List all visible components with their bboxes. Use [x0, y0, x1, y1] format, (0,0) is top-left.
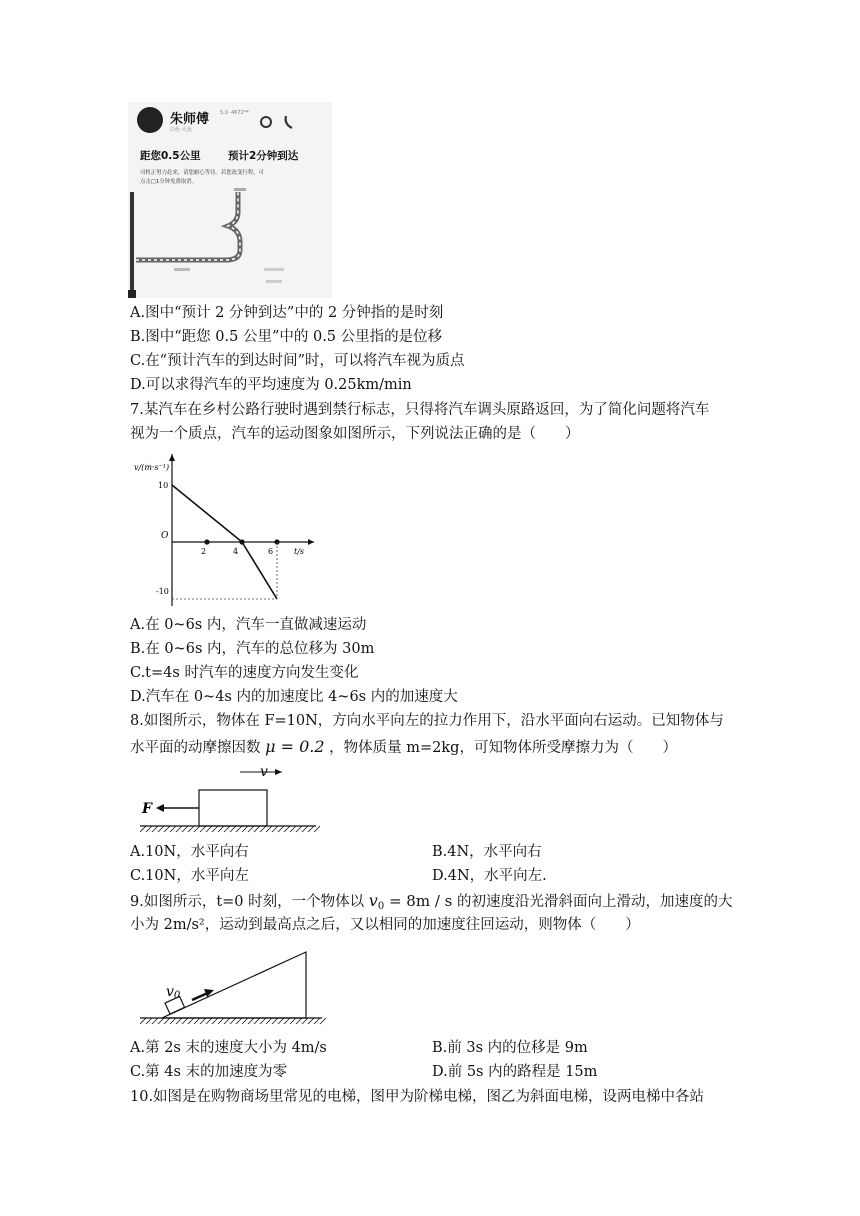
- q6-option-a: A.图中“预计 2 分钟到达”中的 2 分钟指的是时刻: [130, 305, 444, 321]
- incline-figure: [140, 944, 330, 1034]
- hatch-mark-17: [242, 1018, 248, 1024]
- hatch-mark-24: [284, 826, 290, 832]
- hatch-mark-5: [170, 1018, 176, 1024]
- hatch-mark-18: [248, 1018, 254, 1024]
- hatch-mark-18: [248, 826, 254, 832]
- hatch-mark-5: [170, 826, 176, 832]
- x-axis-label: t/s: [294, 547, 305, 556]
- incline-figure-svg: [140, 944, 330, 1034]
- hatch-mark-20: [260, 1018, 266, 1024]
- map-label-1: [174, 268, 190, 271]
- hatch-mark-1: [146, 826, 152, 832]
- q8-stem-line-2: [130, 737, 677, 758]
- hatch-mark-12: [212, 1018, 218, 1024]
- notice-line-1: 司机正努力赶来，请您耐心等待。若您改变行程，可: [140, 170, 264, 176]
- vt-graph: [128, 450, 318, 610]
- hatch-mark-14: [224, 1018, 230, 1024]
- hatch-mark-27: [302, 826, 308, 832]
- hatch-mark-17: [242, 826, 248, 832]
- hatch-mark-28: [308, 826, 314, 832]
- hatch-mark-23: [278, 826, 284, 832]
- hatch-mark-14: [224, 826, 230, 832]
- hatch-mark-24: [284, 1018, 290, 1024]
- q7-option-c: C.t=4s 时汽车的速度方向发生变化: [130, 665, 359, 681]
- hatch-mark-15: [230, 1018, 236, 1024]
- hatch-mark-2: [152, 826, 158, 832]
- hatch-mark-21: [266, 1018, 272, 1024]
- hatch-mark-19: [254, 826, 260, 832]
- hatch-mark-7: [182, 1018, 188, 1024]
- hatch-mark-20: [260, 826, 266, 832]
- q6-option-d: D.可以求得汽车的平均速度为 0.25km/min: [130, 377, 412, 393]
- q7-option-d: D.汽车在 0~4s 内的加速度比 4~6s 内的加速度大: [130, 689, 458, 705]
- hatch-mark-22: [272, 1018, 278, 1024]
- hatch-mark-19: [254, 1018, 260, 1024]
- q7-option-a: A.在 0~6s 内，汽车一直做减速运动: [130, 617, 367, 633]
- hatch-mark-6: [176, 826, 182, 832]
- v0-label-main: v: [166, 984, 174, 1000]
- block-figure-svg: [140, 760, 320, 840]
- y-tick-10: 10: [158, 481, 169, 490]
- q9-stem-part-b: 的初速度沿光滑斜面向上滑动，加速度的大: [456, 894, 733, 910]
- hatch-mark-29: [314, 1018, 320, 1024]
- velocity-label: v: [260, 764, 268, 780]
- hatch-mark-1: [146, 1018, 152, 1024]
- x-tick-dot-4: [239, 539, 244, 544]
- hatch-mark-10: [200, 826, 206, 832]
- x-tick-4: 4: [233, 547, 239, 556]
- y-axis-label: v/(m·s⁻¹): [134, 463, 170, 472]
- vt-segment-0: [172, 485, 242, 542]
- hatch-mark-26: [296, 1018, 302, 1024]
- map-label-2: [264, 268, 284, 271]
- driver-name: 朱师傅: [170, 112, 210, 127]
- force-label: F: [142, 801, 152, 817]
- map-label-3: [266, 280, 282, 283]
- hatch-mark-4: [164, 826, 170, 832]
- hatch-mark-4: [164, 1018, 170, 1024]
- hatch-mark-3: [158, 1018, 164, 1024]
- q9-stem-part-a: 9.如图所示，t=0 时刻，一个物体以: [130, 894, 365, 910]
- q8-option-a: A.10N，水平向右: [130, 844, 249, 860]
- hatch-mark-0: [140, 1018, 146, 1024]
- notice-line-2: 点击□1分钟免费取消。: [140, 179, 198, 185]
- v0-label: [166, 984, 181, 1001]
- hatch-mark-0: [140, 826, 146, 832]
- q8-stem-part-a: 水平面的动摩擦因数: [130, 740, 261, 756]
- v0-symbol: v: [368, 891, 378, 910]
- hatch-mark-15: [230, 826, 236, 832]
- hatch-mark-30: [320, 1018, 326, 1024]
- route-path: [136, 192, 240, 260]
- phone-icon: [286, 116, 292, 128]
- hatch-mark-16: [236, 1018, 242, 1024]
- y-tick-neg10: -10: [156, 587, 169, 596]
- vt-graph-svg: [128, 450, 318, 610]
- driver-avatar: [137, 107, 163, 133]
- q7-stem-line-1: 7.某汽车在乡村公路行驶时遇到禁行标志，只得将汽车调头原路返回，为了简化问题将汽车: [130, 402, 710, 418]
- v0-label-sub: 0: [173, 990, 181, 1001]
- message-icon: [261, 117, 271, 127]
- q6-option-b: B.图中“距您 0.5 公里”中的 0.5 公里指的是位移: [130, 329, 443, 345]
- x-axis-arrow: [308, 539, 314, 545]
- x-tick-6: 6: [268, 547, 274, 556]
- hatch-mark-27: [302, 1018, 308, 1024]
- start-marker: [128, 290, 136, 298]
- q8-stem-line-1: 8.如图所示，物体在 F=10N，方向水平向左的拉力作用下，沿水平面向右运动。已知物体与: [130, 713, 724, 729]
- hatch-mark-3: [158, 826, 164, 832]
- ground-hatch: [140, 826, 320, 832]
- hatch-mark-12: [212, 826, 218, 832]
- x-tick-dot-2: [204, 539, 209, 544]
- q6-option-c: C.在“预计汽车的到达时间”时，可以将汽车视为质点: [130, 353, 465, 369]
- q9-stem-line-2: 小为 2m/s²，运动到最高点之后，又以相同的加速度往回运动，则物体（ ）: [130, 917, 640, 933]
- origin-label: O: [161, 531, 169, 541]
- hatch-mark-8: [188, 826, 194, 832]
- q8-option-b: B.4N，水平向右: [432, 844, 542, 860]
- hatch-mark-11: [206, 1018, 212, 1024]
- hatch-mark-28: [308, 1018, 314, 1024]
- q9-option-d: D.前 5s 内的路程是 15m: [432, 1064, 598, 1080]
- ride-hailing-screenshot: [128, 102, 332, 298]
- hatch-mark-29: [314, 826, 320, 832]
- q7-stem-line-2: 视为一个质点，汽车的运动图象如图所示，下列说法正确的是（ ）: [130, 426, 580, 442]
- hatch-mark-7: [182, 826, 188, 832]
- hatch-mark-11: [206, 826, 212, 832]
- hatch-mark-23: [278, 1018, 284, 1024]
- hatch-mark-8: [188, 1018, 194, 1024]
- q9-option-b: B.前 3s 内的位移是 9m: [432, 1040, 588, 1056]
- incline-ground-hatch: [140, 1018, 326, 1024]
- hatch-mark-25: [290, 1018, 296, 1024]
- q9-stem-line-1: [130, 891, 732, 917]
- hatch-mark-10: [200, 1018, 206, 1024]
- eta-text: 预计2分钟到达: [228, 150, 299, 162]
- v0-value: = 8m / s: [384, 892, 453, 910]
- x-tick-2: 2: [201, 547, 207, 556]
- q7-option-b: B.在 0~6s 内，汽车的总位移为 30m: [130, 641, 375, 657]
- hatch-mark-9: [194, 826, 200, 832]
- driver-rating: 5.0 ·4672**: [220, 110, 249, 116]
- car-info: 白色·大众: [170, 127, 192, 133]
- hatch-mark-6: [176, 1018, 182, 1024]
- hatch-mark-26: [296, 826, 302, 832]
- map-label-4: [234, 188, 246, 191]
- q8-option-c: C.10N，水平向左: [130, 868, 249, 884]
- q8-stem-part-b: ，物体质量 m=2kg，可知物体所受摩擦力为（ ）: [329, 740, 677, 756]
- q8-option-d: D.4N，水平向左.: [432, 868, 547, 884]
- y-axis-arrow: [169, 454, 175, 461]
- mu-expression: μ = 0.2: [265, 737, 325, 756]
- hatch-mark-25: [290, 826, 296, 832]
- hatch-mark-9: [194, 1018, 200, 1024]
- hatch-mark-13: [218, 826, 224, 832]
- hatch-mark-22: [272, 826, 278, 832]
- block: [199, 790, 267, 826]
- q9-option-a: A.第 2s 末的速度大小为 4m/s: [130, 1040, 327, 1056]
- hatch-mark-2: [152, 1018, 158, 1024]
- velocity-arrowhead: [275, 769, 282, 775]
- block-friction-figure: [140, 760, 320, 840]
- screenshot-svg: [128, 102, 332, 298]
- q9-option-c: C.第 4s 末的加速度为零: [130, 1064, 288, 1080]
- hatch-mark-21: [266, 826, 272, 832]
- distance-text: 距您0.5公里: [140, 150, 201, 162]
- q10-stem-line-1: 10.如图是在购物商场里常见的电梯，图甲为阶梯电梯，图乙为斜面电梯，设两电梯中各站: [130, 1089, 705, 1105]
- hatch-mark-13: [218, 1018, 224, 1024]
- hatch-mark-16: [236, 826, 242, 832]
- force-arrowhead: [156, 804, 164, 812]
- v0-subscript: 0: [377, 901, 385, 912]
